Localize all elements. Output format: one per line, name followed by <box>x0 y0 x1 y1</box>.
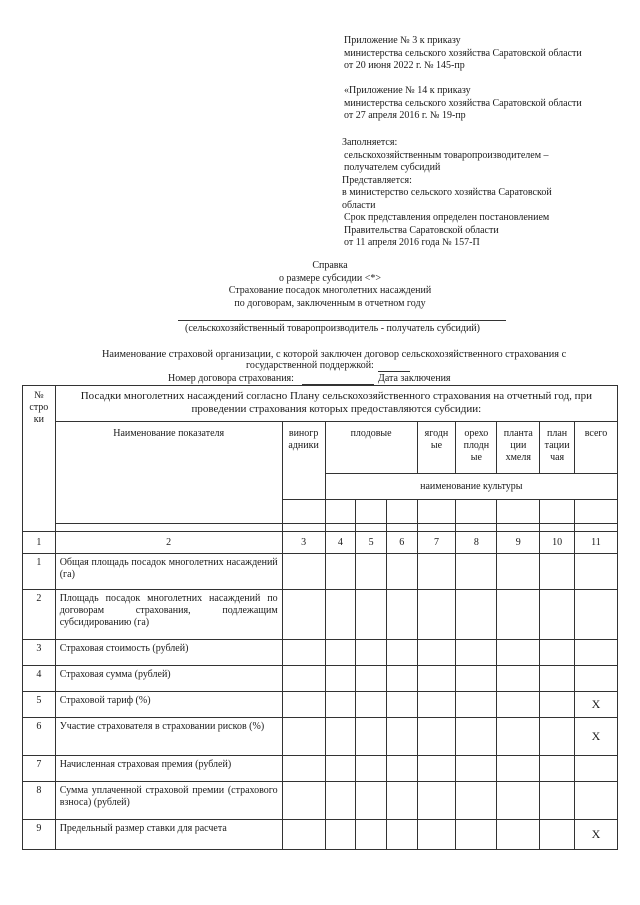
header-vineyards: виногр адники <box>282 422 325 500</box>
colnum-10: 10 <box>540 532 575 554</box>
fill-line-9: от 11 апреля 2016 года № 157-П <box>344 237 480 248</box>
document-title <box>200 260 460 310</box>
row-label: Страховая сумма (рублей) <box>55 666 282 692</box>
fill-line-3: получателем субсидий <box>344 162 441 173</box>
header-berry: ягодн ые <box>417 422 456 474</box>
row-label: Страховой тариф (%) <box>55 692 282 718</box>
appendix-1-line-3: от 20 июня 2022 г. № 145-пр <box>344 60 465 71</box>
appendix-2-line-2: министерства сельского хозяйства Саратовской области <box>344 97 582 109</box>
header-nut: орехо плодн ые <box>456 422 497 474</box>
row-number: 4 <box>23 666 56 692</box>
fill-line-2: сельскохозяйственным товаропроизводителем – <box>344 149 549 161</box>
row-number: 2 <box>23 590 56 640</box>
contract-date-label: Дата заключения <box>378 373 451 384</box>
crop-name-label: наименование культуры <box>325 474 617 500</box>
row-number: 9 <box>23 820 56 850</box>
row-label: Сумма уплаченной страховой премии (страхового взноса) (рублей) <box>55 782 282 820</box>
header-row-plan <box>23 386 618 422</box>
header-tea: план тации чая <box>540 422 575 474</box>
total-cell <box>574 590 617 640</box>
title-line-4: по договорам, заключенным в отчетном году <box>234 297 426 309</box>
indicator-header: Наименование показателя <box>55 422 282 524</box>
row-label: Предельный размер ставки для расчета <box>55 820 282 850</box>
table-row <box>23 666 618 692</box>
insurer-line-2: государственной поддержкой: <box>246 360 374 371</box>
total-cell <box>574 666 617 692</box>
title-line-1: Справка <box>312 260 348 271</box>
header-row-spacer <box>23 524 618 532</box>
colnum-3: 3 <box>282 532 325 554</box>
column-numbers-row <box>23 532 618 554</box>
title-line-2: о размере субсидии <*> <box>278 272 382 284</box>
colnum-6: 6 <box>386 532 417 554</box>
row-label: Участие страхователя в страховании рисков (%) <box>55 718 282 756</box>
row-number: 8 <box>23 782 56 820</box>
row-number: 3 <box>23 640 56 666</box>
header-total: всего <box>574 422 617 474</box>
title-line-3: Страхование посадок многолетних насаждений <box>228 285 432 296</box>
colnum-2: 2 <box>55 532 282 554</box>
col-row-number-header: № стро ки <box>23 386 56 532</box>
recipient-underline <box>178 320 506 321</box>
total-cell <box>574 554 617 590</box>
total-cell <box>574 782 617 820</box>
colnum-5: 5 <box>356 532 387 554</box>
table-row <box>23 782 618 820</box>
table-row <box>23 554 618 590</box>
total-cell <box>574 640 617 666</box>
appendix-header-2 <box>344 85 582 123</box>
total-cell-x: X <box>574 692 617 718</box>
row-number: 6 <box>23 718 56 756</box>
header-hops: планта ции хмеля <box>497 422 540 474</box>
table-row <box>23 718 618 756</box>
appendix-1-line-1: Приложение № 3 к приказу <box>344 35 461 46</box>
colnum-11: 11 <box>574 532 617 554</box>
recipient-caption: (сельскохозяйственный товаропроизводитель - получатель субсидий) <box>185 323 480 334</box>
header-row-crops <box>23 422 618 474</box>
total-cell <box>574 756 617 782</box>
table-row <box>23 590 618 640</box>
table-row <box>23 756 618 782</box>
fill-line-8: Правительства Саратовской области <box>344 224 499 236</box>
total-cell-x: X <box>574 718 617 756</box>
fill-line-5: в министерство сельского хозяйства Саратовской <box>342 187 552 198</box>
contract-number-label: Номер договора страхования: <box>168 373 294 384</box>
appendix-2-line-1: «Приложение № 14 к приказу <box>344 85 471 96</box>
row-label: Начисленная страховая премия (рублей) <box>55 756 282 782</box>
table-row <box>23 692 618 718</box>
plan-header: Посадки многолетних насаждений согласно Плану сельскохозяйственного страхования на отчетный год, при проведении страхования которых предоставляются субсидии: <box>55 386 617 422</box>
insurer-underline <box>378 371 410 372</box>
row-label: Площадь посадок многолетних насаждений по договорам страхования, подлежащим субсидированию (га) <box>55 590 282 640</box>
colnum-8: 8 <box>456 532 497 554</box>
appendix-1-line-2: министерства сельского хозяйства Саратовской области <box>344 47 582 59</box>
appendix-2-line-3: от 27 апреля 2016 г. № 19-пр <box>344 110 466 121</box>
table-row <box>23 820 618 850</box>
insurer-line-1: Наименование страховой организации, с которой заключен договор сельскохозяйственного страхования с <box>102 349 567 360</box>
row-label: Общая площадь посадок многолетних насаждений (га) <box>55 554 282 590</box>
appendix-header-1 <box>344 35 582 73</box>
fill-line-4: Представляется: <box>342 174 412 186</box>
fill-line-7: Срок представления определен постановлением <box>344 212 550 223</box>
row-label: Страховая стоимость (рублей) <box>55 640 282 666</box>
header-fruit: плодовые <box>325 422 417 474</box>
fill-instructions <box>342 137 552 250</box>
table-row <box>23 640 618 666</box>
row-number: 7 <box>23 756 56 782</box>
fill-line-1: Заполняется: <box>342 137 398 148</box>
colnum-4: 4 <box>325 532 356 554</box>
subsidy-table <box>22 385 618 850</box>
colnum-7: 7 <box>417 532 456 554</box>
row-number: 5 <box>23 692 56 718</box>
row-number: 1 <box>23 554 56 590</box>
colnum-1: 1 <box>23 532 56 554</box>
colnum-9: 9 <box>497 532 540 554</box>
total-cell-x: X <box>574 820 617 850</box>
fill-line-6: области <box>342 199 376 211</box>
